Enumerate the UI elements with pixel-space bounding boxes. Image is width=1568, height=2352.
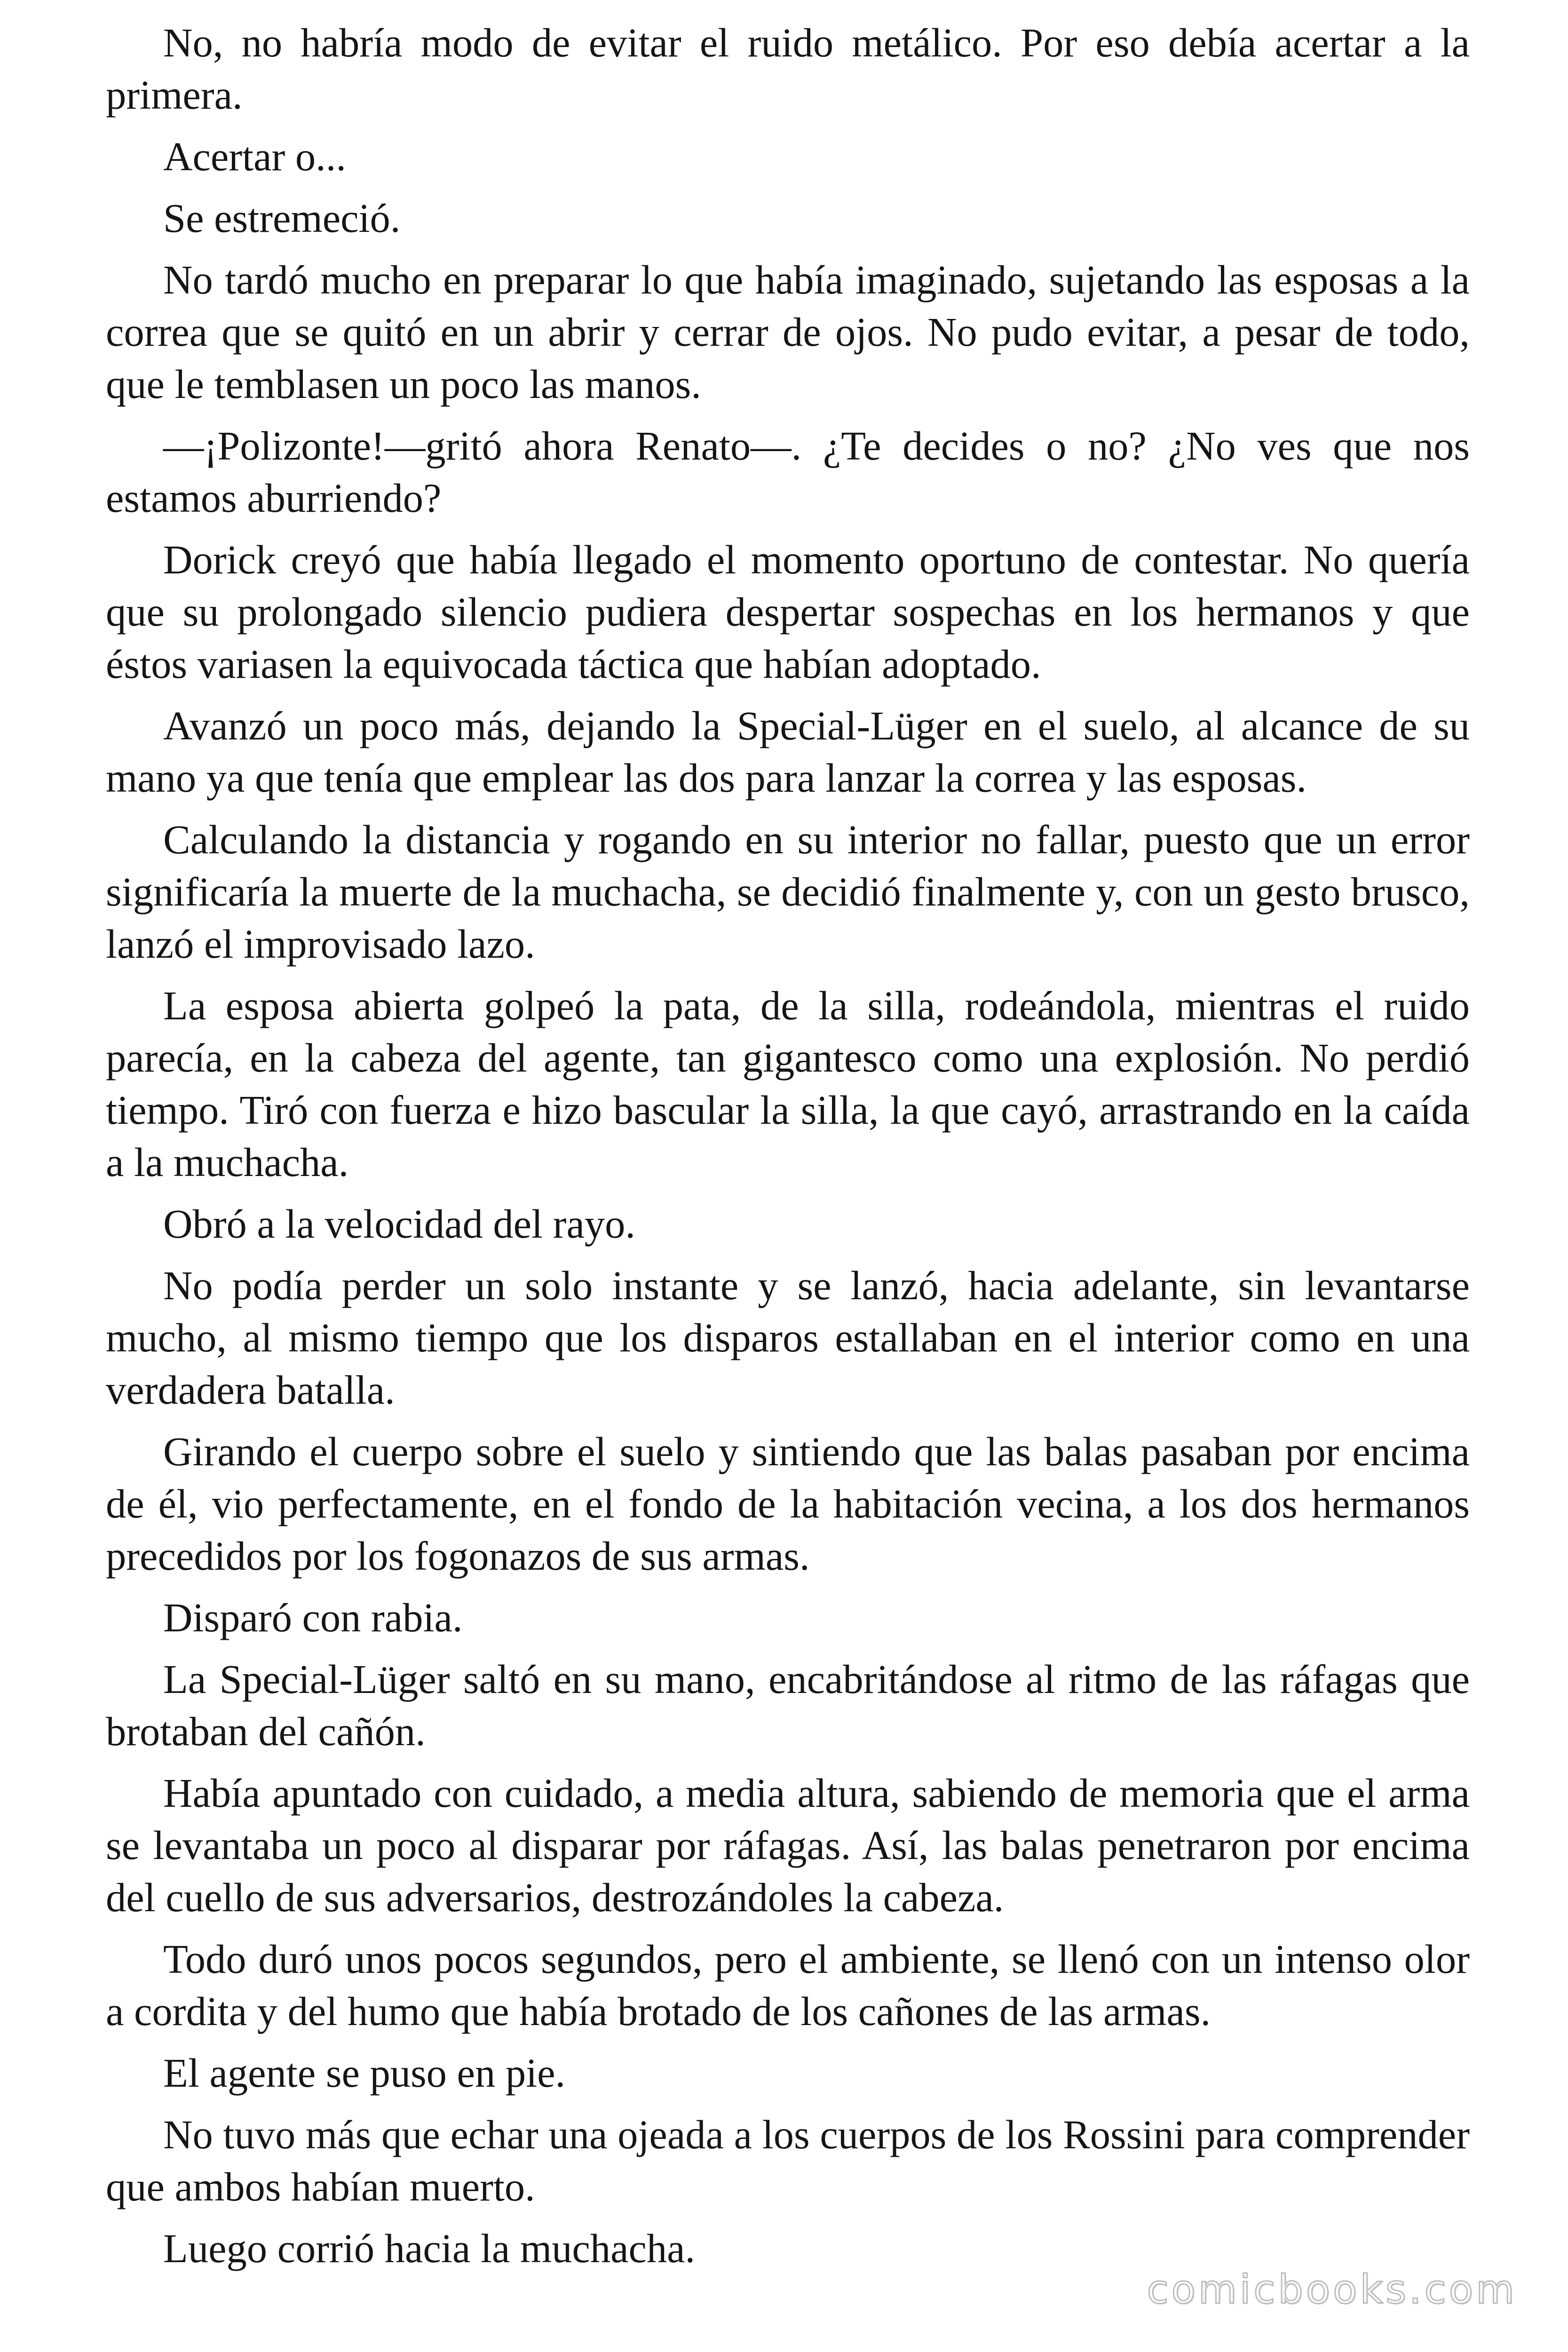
page-body — [106, 17, 1470, 2284]
paragraph: La Special-Lüger saltó en su mano, encabritándose al ritmo de las ráfagas que brotaban del cañón. — [106, 1657, 1470, 1754]
paragraph: Luego corrió hacia la muchacha. — [163, 2226, 696, 2271]
paragraph: Acertar o... — [163, 134, 347, 179]
paragraph: Todo duró unos pocos segundos, pero el ambiente, se llenó con un intenso olor a cordita y del humo que había brotado de los cañones de las armas. — [106, 1937, 1470, 2034]
paragraph: Obró a la velocidad del rayo. — [163, 1201, 635, 1247]
paragraph: No tuvo más que echar una ojeada a los cuerpos de los Rossini para comprender que ambos habían muerto. — [106, 2112, 1470, 2209]
paragraph: No tardó mucho en preparar lo que había imaginado, sujetando las esposas a la correa que se quitó en un abrir y cerrar de ojos. No pudo evitar, a pesar de todo, que le temblasen un poco las manos. — [106, 257, 1470, 407]
paragraph: Disparó con rabia. — [163, 1595, 463, 1640]
paragraph: —¡Polizonte!—gritó ahora Renato—. ¿Te decides o no? ¿No ves que nos estamos aburriendo? — [106, 423, 1470, 521]
paragraph: Calculando la distancia y rogando en su interior no fallar, puesto que un error significaría la muerte de la muchacha, se decidió finalmente y, con un gesto brusco, lanzó el improvisado lazo. — [106, 817, 1470, 967]
paragraph: Había apuntado con cuidado, a media altura, sabiendo de memoria que el arma se levantaba un poco al disparar por ráfagas. Así, las balas penetraron por encima del cuello de sus adversarios, destrozándoles la cabeza. — [106, 1771, 1470, 1920]
paragraph: Se estremeció. — [163, 196, 401, 241]
paragraph: Dorick creyó que había llegado el momento oportuno de contestar. No quería que su prolongado silencio pudiera despertar sospechas en los hermanos y que éstos variasen la equivocada táctica que habían adoptado. — [106, 537, 1470, 687]
paragraph: Girando el cuerpo sobre el suelo y sintiendo que las balas pasaban por encima de él, vio perfectamente, en el fondo de la habitación vecina, a los dos hermanos precedidos por los fogonazos de sus armas. — [106, 1429, 1470, 1579]
paragraph: El agente se puso en pie. — [163, 2050, 566, 2096]
paragraph: No podía perder un solo instante y se lanzó, hacia adelante, sin levantarse mucho, al mismo tiempo que los disparos estallaban en el interior como en una verdadera batalla. — [106, 1263, 1470, 1413]
paragraph: La esposa abierta golpeó la pata, de la silla, rodeándola, mientras el ruido parecía, en la cabeza del agente, tan gigantesco como una explosión. No perdió tiempo. Tiró con fuerza e hizo bascular la silla, la que cayó, arrastrando en la caída a la muchacha. — [106, 983, 1470, 1185]
watermark: comicbooks.com — [1147, 2266, 1517, 2312]
paragraph: Avanzó un poco más, dejando la Special-Lüger en el suelo, al alcance de su mano ya que tenía que emplear las dos para lanzar la correa y las esposas. — [106, 703, 1470, 801]
paragraph: No, no habría modo de evitar el ruido metálico. Por eso debía acertar a la primera. — [106, 20, 1470, 118]
